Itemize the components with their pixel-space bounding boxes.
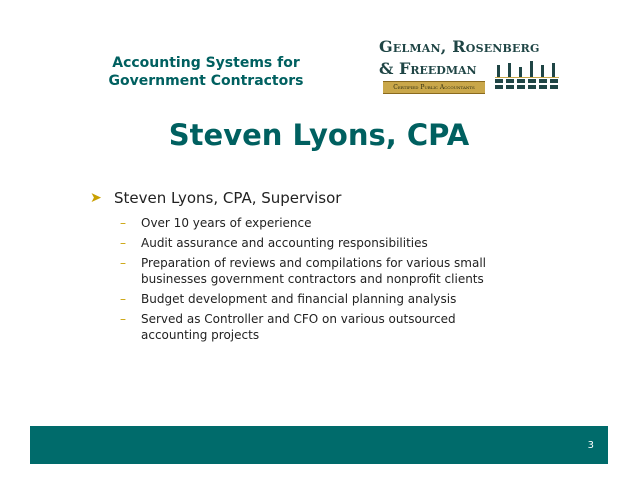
logo-tagline: Certified Public Accountants bbox=[383, 81, 485, 94]
sub-bullet bbox=[120, 311, 520, 343]
sub-bullet-text: Served as Controller and CFO on various outsourced accounting projects bbox=[141, 312, 456, 342]
sub-bullet-text: Over 10 years of experience bbox=[141, 216, 312, 230]
sub-bullet-text: Audit assurance and accounting responsibilities bbox=[141, 236, 428, 250]
dash-bullet-icon: – bbox=[120, 236, 126, 250]
dash-bullet-icon: – bbox=[120, 292, 126, 306]
logo-line1: Gelman, Rosenberg bbox=[379, 37, 540, 56]
arrow-bullet-icon: ➤ bbox=[90, 190, 102, 206]
main-bullet bbox=[90, 188, 520, 208]
dash-bullet-icon: – bbox=[120, 312, 126, 326]
dash-bullet-icon: – bbox=[120, 256, 126, 270]
sub-bullet bbox=[120, 255, 520, 287]
sub-bullet bbox=[120, 235, 520, 251]
sub-bullet-text: Preparation of reviews and compilations for various small businesses government contractors and nonprofit clients bbox=[141, 256, 486, 286]
slide-content bbox=[90, 188, 520, 347]
sub-bullet bbox=[120, 291, 520, 307]
firm-logo bbox=[379, 37, 569, 101]
page-number: 3 bbox=[587, 440, 594, 451]
sub-bullet-text: Budget development and financial planning analysis bbox=[141, 292, 457, 306]
footer-bar bbox=[30, 426, 608, 464]
header-title-line1: Accounting Systems for bbox=[112, 55, 300, 71]
sub-bullet-list bbox=[90, 215, 520, 343]
header-title bbox=[96, 54, 316, 90]
sub-bullet bbox=[120, 215, 520, 231]
header-title-line2: Government Contractors bbox=[108, 73, 304, 89]
slide-title: Steven Lyons, CPA bbox=[168, 118, 470, 152]
dash-bullet-icon: – bbox=[120, 216, 126, 230]
logo-line2: & Freedman bbox=[379, 59, 477, 78]
main-bullet-text: Steven Lyons, CPA, Supervisor bbox=[114, 189, 342, 207]
abacus-icon bbox=[495, 59, 559, 95]
